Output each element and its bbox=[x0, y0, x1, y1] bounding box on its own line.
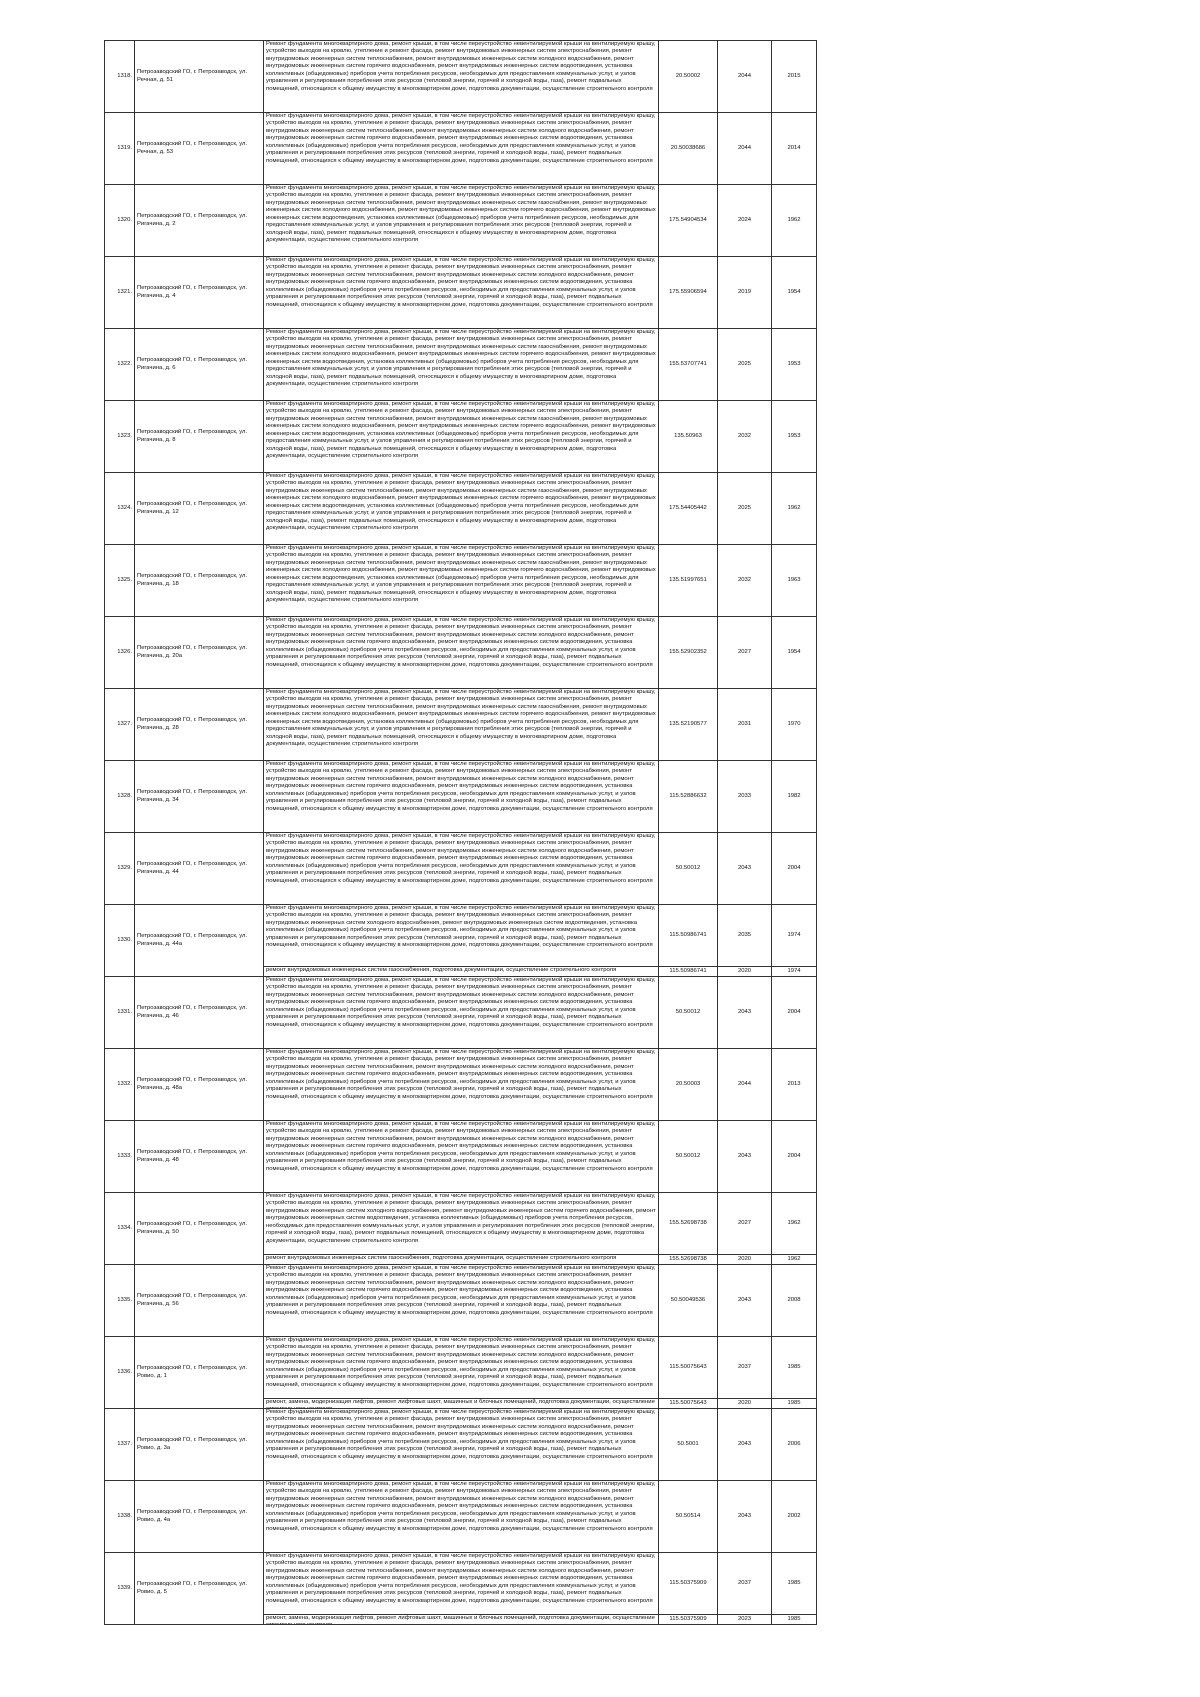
row-number: 1334. bbox=[105, 1193, 135, 1265]
row-address: Петрозаводский ГО, г. Петрозаводск, ул. Ригачина, д. 34 bbox=[135, 761, 264, 833]
table-row bbox=[105, 113, 817, 185]
table-row bbox=[105, 1265, 817, 1337]
row-number: 1319. bbox=[105, 113, 135, 185]
table-row bbox=[105, 41, 817, 113]
subrow-works-text: ремонт внутридомовых инженерных систем газоснабжения, подготовка документации, осуществление строительного контроля bbox=[266, 967, 617, 973]
table-row bbox=[105, 185, 817, 257]
row-plan-year: 2037 bbox=[718, 1337, 772, 1399]
row-works-text: Ремонт фундамента многоквартирного дома, ремонт крыши, в том числе переустройство невентилируемой крыши на вентилируемую крышу, устройство выходов на кровлю, утепление и ремонт фасада, ремонт внутридомовых инженерных систем электроснабжения, ремонт внутридомовых инженерных систем теплоснабжения, ремонт внутридомовых инженерных систем холодного водоснабжения, ремонт внутридомовых инженерных систем горячего водоснабжения, ремонт внутридомовых инженерных систем водоотведения, установка коллективных (общедомовых) приборов учета потребления ресурсов, необходимых для предоставления коммунальных услуг, и узлов управления и регулирования потребления этих ресурсов (тепловой энергии, горячей и холодной воды, газа), ремонт подвальных помещений, относящихся к общему имуществу в многоквартирном доме, подготовка документации, осуществление строительного контроля bbox=[266, 761, 656, 812]
table-row bbox=[105, 257, 817, 329]
table-row bbox=[105, 473, 817, 545]
row-works-text: Ремонт фундамента многоквартирного дома, ремонт крыши, в том числе переустройство невентилируемой крыши на вентилируемую крышу, устройство выходов на кровлю, утепление и ремонт фасада, ремонт внутридомовых инженерных систем электроснабжения, ремонт внутридомовых инженерных систем теплоснабжения, ремонт внутридомовых инженерных систем газоснабжения, ремонт внутридомовых инженерных систем холодного водоснабжения, ремонт внутридомовых инженерных систем горячего водоснабжения, ремонт внутридомовых инженерных систем водоотведения, установка коллективных (общедомовых) приборов учета потребления ресурсов, необходимых для предоставления коммунальных услуг, и узлов управления и регулирования потребления этих ресурсов (тепловой энергии, горячей и холодной воды, газа), ремонт подвальных помещений, относящихся к общему имуществу в многоквартирном доме, подготовка документации, осуществление строительного контроля bbox=[266, 473, 656, 532]
row-cost: 20.50003 bbox=[659, 1049, 718, 1121]
row-works-text: Ремонт фундамента многоквартирного дома, ремонт крыши, в том числе переустройство невентилируемой крыши на вентилируемую крышу, устройство выходов на кровлю, утепление и ремонт фасада, ремонт внутридомовых инженерных систем электроснабжения, ремонт внутридомовых инженерных систем холодного водоснабжения, ремонт внутридомовых инженерных систем горячего водоснабжения, ремонт внутридомовых инженерных систем водоотведения, установка коллективных (общедомовых) приборов учета потребления ресурсов, необходимых для предоставления коммунальных услуг, и узлов управления и регулирования потребления этих ресурсов (тепловой энергии, горячей и холодной воды, газа), ремонт подвальных помещений, относящихся к общему имуществу в многоквартирном доме, подготовка документации, осуществление строительного контроля bbox=[266, 1193, 656, 1244]
row-cost: 135.50963 bbox=[659, 401, 718, 473]
row-plan-year: 2044 bbox=[718, 41, 772, 113]
row-plan-year: 2027 bbox=[718, 1193, 772, 1255]
row-cost: 50.50012 bbox=[659, 977, 718, 1049]
table-row bbox=[105, 401, 817, 473]
row-cost: 155.53707741 bbox=[659, 329, 718, 401]
row-plan-year: 2027 bbox=[718, 617, 772, 689]
row-address: Петрозаводский ГО, г. Петрозаводск, ул. Ригачина, д. 4 bbox=[135, 257, 264, 329]
row-number: 1329. bbox=[105, 833, 135, 905]
row-cost: 50.50514 bbox=[659, 1481, 718, 1553]
row-build-year: 1974 bbox=[772, 905, 817, 967]
row-build-year: 1962 bbox=[772, 185, 817, 257]
row-build-year: 2014 bbox=[772, 113, 817, 185]
row-build-year: 2013 bbox=[772, 1049, 817, 1121]
row-works bbox=[264, 1121, 659, 1193]
row-cost: 175.54904534 bbox=[659, 185, 718, 257]
row-cost: 155.52902352 bbox=[659, 617, 718, 689]
row-works-text: Ремонт фундамента многоквартирного дома, ремонт крыши, в том числе переустройство невентилируемой крыши на вентилируемую крышу, устройство выходов на кровлю, утепление и ремонт фасада, ремонт внутридомовых инженерных систем электроснабжения, ремонт внутридомовых инженерных систем холодного водоснабжения, ремонт внутридомовых инженерных систем водоотведения, установка коллективных (общедомовых) приборов учета потребления ресурсов, необходимых для предоставления коммунальных услуг, и узлов управления и регулирования потребления этих ресурсов (тепловой энергии, горячей и холодной воды, газа), ремонт подвальных помещений, относящихся к общему имуществу в многоквартирном доме, подготовка документации, осуществление строительного контроля bbox=[266, 905, 656, 949]
row-cost: 155.52698738 bbox=[659, 1193, 718, 1255]
row-number: 1325. bbox=[105, 545, 135, 617]
row-build-year: 2004 bbox=[772, 833, 817, 905]
row-number: 1321. bbox=[105, 257, 135, 329]
row-works-text: Ремонт фундамента многоквартирного дома, ремонт крыши, в том числе переустройство невентилируемой крыши на вентилируемую крышу, устройство выходов на кровлю, утепление и ремонт фасада, ремонт внутридомовых инженерных систем электроснабжения, ремонт внутридомовых инженерных систем теплоснабжения, ремонт внутридомовых инженерных систем холодного водоснабжения, ремонт внутридомовых инженерных систем горячего водоснабжения, ремонт внутридомовых инженерных систем водоотведения, установка коллективных (общедомовых) приборов учета потребления ресурсов, необходимых для предоставления коммунальных услуг, и узлов управления и регулирования потребления этих ресурсов (тепловой энергии, горячей и холодной воды, газа), ремонт подвальных помещений, относящихся к общему имуществу в многоквартирном доме, подготовка документации, осуществление строительного контроля bbox=[266, 1121, 656, 1172]
table-row bbox=[105, 1409, 817, 1481]
row-works bbox=[264, 1265, 659, 1337]
subrow-works-text: ремонт, замена, модернизация лифтов, ремонт лифтовых шахт, машинных и блочных помещений, подготовка документации, осуществление bbox=[266, 1615, 655, 1621]
row-build-year: 2002 bbox=[772, 1481, 817, 1553]
row-build-year: 1953 bbox=[772, 401, 817, 473]
row-works-text: Ремонт фундамента многоквартирного дома, ремонт крыши, в том числе переустройство невентилируемой крыши на вентилируемую крышу, устройство выходов на кровлю, утепление и ремонт фасада, ремонт внутридомовых инженерных систем электроснабжения, ремонт внутридомовых инженерных систем теплоснабжения, ремонт внутридомовых инженерных систем холодного водоснабжения, ремонт внутридомовых инженерных систем горячего водоснабжения, ремонт внутридомовых инженерных систем водоотведения, установка коллективных (общедомовых) приборов учета потребления ресурсов, необходимых для предоставления коммунальных услуг, и узлов управления и регулирования потребления этих ресурсов (тепловой энергии, горячей и холодной воды, газа), ремонт подвальных помещений, относящихся к общему имуществу в многоквартирном доме, подготовка документации, осуществление строительного контроля bbox=[266, 1481, 656, 1532]
row-address: Петрозаводский ГО, г. Петрозаводск, ул. Ровио, д. 1 bbox=[135, 1337, 264, 1409]
subrow-works bbox=[264, 1399, 659, 1409]
row-plan-year: 2025 bbox=[718, 329, 772, 401]
subrow-plan-year: 2020 bbox=[718, 1255, 772, 1265]
row-cost: 50.50049536 bbox=[659, 1265, 718, 1337]
row-number: 1332. bbox=[105, 1049, 135, 1121]
table-row bbox=[105, 1049, 817, 1121]
table-row bbox=[105, 833, 817, 905]
row-cost: 115.50375909 bbox=[659, 1553, 718, 1615]
row-works bbox=[264, 617, 659, 689]
row-works-text: Ремонт фундамента многоквартирного дома, ремонт крыши, в том числе переустройство невентилируемой крыши на вентилируемую крышу, устройство выходов на кровлю, утепление и ремонт фасада, ремонт внутридомовых инженерных систем электроснабжения, ремонт внутридомовых инженерных систем теплоснабжения, ремонт внутридомовых инженерных систем газоснабжения, ремонт внутридомовых инженерных систем холодного водоснабжения, ремонт внутридомовых инженерных систем горячего водоснабжения, ремонт внутридомовых инженерных систем водоотведения, установка коллективных (общедомовых) приборов учета потребления ресурсов, необходимых для предоставления коммунальных услуг, и узлов управления и регулирования потребления этих ресурсов (тепловой энергии, горячей и холодной воды, газа), ремонт подвальных помещений, относящихся к общему имуществу в многоквартирном доме, подготовка документации, осуществление строительного контроля bbox=[266, 689, 656, 748]
row-number: 1320. bbox=[105, 185, 135, 257]
row-plan-year: 2033 bbox=[718, 761, 772, 833]
row-works bbox=[264, 761, 659, 833]
subrow-build-year: 1985 bbox=[772, 1615, 817, 1625]
row-cost: 50.5001 bbox=[659, 1409, 718, 1481]
row-works-text: Ремонт фундамента многоквартирного дома, ремонт крыши, в том числе переустройство невентилируемой крыши на вентилируемую крышу, устройство выходов на кровлю, утепление и ремонт фасада, ремонт внутридомовых инженерных систем электроснабжения, ремонт внутридомовых инженерных систем теплоснабжения, ремонт внутридомовых инженерных систем газоснабжения, ремонт внутридомовых инженерных систем холодного водоснабжения, ремонт внутридомовых инженерных систем горячего водоснабжения, ремонт внутридомовых инженерных систем водоотведения, установка коллективных (общедомовых) приборов учета потребления ресурсов, необходимых для предоставления коммунальных услуг, и узлов управления и регулирования потребления этих ресурсов (тепловой энергии, горячей и холодной воды, газа), ремонт подвальных помещений, относящихся к общему имуществу в многоквартирном доме, подготовка документации, осуществление строительного контроля bbox=[266, 329, 656, 388]
row-works-text: Ремонт фундамента многоквартирного дома, ремонт крыши, в том числе переустройство невентилируемой крыши на вентилируемую крышу, устройство выходов на кровлю, утепление и ремонт фасада, ремонт внутридомовых инженерных систем электроснабжения, ремонт внутридомовых инженерных систем теплоснабжения, ремонт внутридомовых инженерных систем холодного водоснабжения, ремонт внутридомовых инженерных систем горячего водоснабжения, ремонт внутридомовых инженерных систем водоотведения, установка коллективных (общедомовых) приборов учета потребления ресурсов, необходимых для предоставления коммунальных услуг, и узлов управления и регулирования потребления этих ресурсов (тепловой энергии, горячей и холодной воды, газа), ремонт подвальных помещений, относящихся к общему имуществу в многоквартирном доме, подготовка документации, осуществление строительного контроля bbox=[266, 1409, 656, 1460]
row-works bbox=[264, 977, 659, 1049]
row-build-year: 1962 bbox=[772, 473, 817, 545]
capital-repair-table bbox=[104, 40, 816, 1625]
subrow-cost: 115.50986741 bbox=[659, 967, 718, 977]
row-address: Петрозаводский ГО, г. Петрозаводск, ул. Ригачина, д. 8 bbox=[135, 401, 264, 473]
row-works bbox=[264, 833, 659, 905]
row-address: Петрозаводский ГО, г. Петрозаводск, ул. Ригачина, д. 12 bbox=[135, 473, 264, 545]
table-row bbox=[105, 761, 817, 833]
row-number: 1326. bbox=[105, 617, 135, 689]
row-number: 1331. bbox=[105, 977, 135, 1049]
row-number: 1327. bbox=[105, 689, 135, 761]
row-works-text: Ремонт фундамента многоквартирного дома, ремонт крыши, в том числе переустройство невентилируемой крыши на вентилируемую крышу, устройство выходов на кровлю, утепление и ремонт фасада, ремонт внутридомовых инженерных систем электроснабжения, ремонт внутридомовых инженерных систем теплоснабжения, ремонт внутридомовых инженерных систем холодного водоснабжения, ремонт внутридомовых инженерных систем горячего водоснабжения, ремонт внутридомовых инженерных систем водоотведения, установка коллективных (общедомовых) приборов учета потребления ресурсов, необходимых для предоставления коммунальных услуг, и узлов управления и регулирования потребления этих ресурсов (тепловой энергии, горячей и холодной воды, газа), ремонт подвальных помещений, относящихся к общему имуществу в многоквартирном доме, подготовка документации, осуществление строительного контроля bbox=[266, 977, 656, 1028]
row-works bbox=[264, 1481, 659, 1553]
row-address: Петрозаводский ГО, г. Петрозаводск, ул. Ровио, д. 4а bbox=[135, 1481, 264, 1553]
row-number: 1336. bbox=[105, 1337, 135, 1409]
row-plan-year: 2019 bbox=[718, 257, 772, 329]
row-address: Петрозаводский ГО, г. Петрозаводск, ул. Ригачина, д. 44 bbox=[135, 833, 264, 905]
row-works-text: Ремонт фундамента многоквартирного дома, ремонт крыши, в том числе переустройство невентилируемой крыши на вентилируемую крышу, устройство выходов на кровлю, утепление и ремонт фасада, ремонт внутридомовых инженерных систем электроснабжения, ремонт внутридомовых инженерных систем теплоснабжения, ремонт внутридомовых инженерных систем холодного водоснабжения, ремонт внутридомовых инженерных систем горячего водоснабжения, ремонт внутридомовых инженерных систем водоотведения, установка коллективных (общедомовых) приборов учета потребления ресурсов, необходимых для предоставления коммунальных услуг, и узлов управления и регулирования потребления этих ресурсов (тепловой энергии, горячей и холодной воды, газа), ремонт подвальных помещений, относящихся к общему имуществу в многоквартирном доме, подготовка документации, осуществление строительного контроля bbox=[266, 1337, 656, 1388]
row-plan-year: 2043 bbox=[718, 833, 772, 905]
subrow-works-text: ремонт, замена, модернизация лифтов, ремонт лифтовых шахт, машинных и блочных помещений, подготовка документации, осуществление bbox=[266, 1399, 655, 1405]
row-address: Петрозаводский ГО, г. Петрозаводск, ул. Ригачина, д. 44а bbox=[135, 905, 264, 977]
row-plan-year: 2031 bbox=[718, 689, 772, 761]
subrow-cost: 115.50375909 bbox=[659, 1615, 718, 1625]
subrow-plan-year: 2020 bbox=[718, 1399, 772, 1409]
table-body bbox=[105, 41, 817, 1625]
row-build-year: 1962 bbox=[772, 1193, 817, 1255]
row-plan-year: 2043 bbox=[718, 1121, 772, 1193]
row-plan-year: 2044 bbox=[718, 113, 772, 185]
row-works-text: Ремонт фундамента многоквартирного дома, ремонт крыши, в том числе переустройство невентилируемой крыши на вентилируемую крышу, устройство выходов на кровлю, утепление и ремонт фасада, ремонт внутридомовых инженерных систем электроснабжения, ремонт внутридомовых инженерных систем теплоснабжения, ремонт внутридомовых инженерных систем холодного водоснабжения, ремонт внутридомовых инженерных систем горячего водоснабжения, ремонт внутридомовых инженерных систем водоотведения, установка коллективных (общедомовых) приборов учета потребления ресурсов, необходимых для предоставления коммунальных услуг, и узлов управления и регулирования потребления этих ресурсов (тепловой энергии, горячей и холодной воды, газа), ремонт подвальных помещений, относящихся к общему имуществу в многоквартирном доме, подготовка документации, осуществление строительного контроля bbox=[266, 1049, 656, 1100]
subrow-works bbox=[264, 1615, 659, 1625]
row-build-year: 1963 bbox=[772, 545, 817, 617]
row-build-year: 1985 bbox=[772, 1337, 817, 1399]
row-address: Петрозаводский ГО, г. Петрозаводск, ул. Ригачина, д. 6 bbox=[135, 329, 264, 401]
subrow-works bbox=[264, 967, 659, 977]
row-plan-year: 2025 bbox=[718, 473, 772, 545]
row-works bbox=[264, 545, 659, 617]
subrow-build-year: 1962 bbox=[772, 1255, 817, 1265]
row-works-text: Ремонт фундамента многоквартирного дома, ремонт крыши, в том числе переустройство невентилируемой крыши на вентилируемую крышу, устройство выходов на кровлю, утепление и ремонт фасада, ремонт внутридомовых инженерных систем электроснабжения, ремонт внутридомовых инженерных систем теплоснабжения, ремонт внутридомовых инженерных систем холодного водоснабжения, ремонт внутридомовых инженерных систем горячего водоснабжения, ремонт внутридомовых инженерных систем водоотведения, установка коллективных (общедомовых) приборов учета потребления ресурсов, необходимых для предоставления коммунальных услуг, и узлов управления и регулирования потребления этих ресурсов (тепловой энергии, горячей и холодной воды, газа), ремонт подвальных помещений, относящихся к общему имуществу в многоквартирном доме, подготовка документации, осуществление строительного контроля bbox=[266, 617, 656, 668]
row-works bbox=[264, 401, 659, 473]
row-address: Петрозаводский ГО, г. Петрозаводск, ул. Речная, д. 51 bbox=[135, 41, 264, 113]
row-plan-year: 2043 bbox=[718, 1265, 772, 1337]
row-plan-year: 2043 bbox=[718, 1409, 772, 1481]
row-plan-year: 2043 bbox=[718, 1481, 772, 1553]
row-build-year: 2008 bbox=[772, 1265, 817, 1337]
row-number: 1330. bbox=[105, 905, 135, 977]
row-address: Петрозаводский ГО, г. Петрозаводск, ул. Ригачина, д. 48 bbox=[135, 1121, 264, 1193]
row-works-text: Ремонт фундамента многоквартирного дома, ремонт крыши, в том числе переустройство невентилируемой крыши на вентилируемую крышу, устройство выходов на кровлю, утепление и ремонт фасада, ремонт внутридомовых инженерных систем электроснабжения, ремонт внутридомовых инженерных систем теплоснабжения, ремонт внутридомовых инженерных систем холодного водоснабжения, ремонт внутридомовых инженерных систем горячего водоснабжения, ремонт внутридомовых инженерных систем водоотведения, установка коллективных (общедомовых) приборов учета потребления ресурсов, необходимых для предоставления коммунальных услуг, и узлов управления и регулирования потребления этих ресурсов (тепловой энергии, горячей и холодной воды, газа), ремонт подвальных помещений, относящихся к общему имуществу в многоквартирном доме, подготовка документации, осуществление строительного контроля bbox=[266, 257, 656, 308]
table-row bbox=[105, 1193, 817, 1255]
row-build-year: 1954 bbox=[772, 617, 817, 689]
row-works-text: Ремонт фундамента многоквартирного дома, ремонт крыши, в том числе переустройство невентилируемой крыши на вентилируемую крышу, устройство выходов на кровлю, утепление и ремонт фасада, ремонт внутридомовых инженерных систем электроснабжения, ремонт внутридомовых инженерных систем теплоснабжения, ремонт внутридомовых инженерных систем газоснабжения, ремонт внутридомовых инженерных систем холодного водоснабжения, ремонт внутридомовых инженерных систем горячего водоснабжения, ремонт внутридомовых инженерных систем водоотведения, установка коллективных (общедомовых) приборов учета потребления ресурсов, необходимых для предоставления коммунальных услуг, и узлов управления и регулирования потребления этих ресурсов (тепловой энергии, горячей и холодной воды, газа), ремонт подвальных помещений, относящихся к общему имуществу в многоквартирном доме, подготовка документации, осуществление строительного контроля bbox=[266, 185, 656, 244]
row-works-text: Ремонт фундамента многоквартирного дома, ремонт крыши, в том числе переустройство невентилируемой крыши на вентилируемую крышу, устройство выходов на кровлю, утепление и ремонт фасада, ремонт внутридомовых инженерных систем электроснабжения, ремонт внутридомовых инженерных систем теплоснабжения, ремонт внутридомовых инженерных систем холодного водоснабжения, ремонт внутридомовых инженерных систем горячего водоснабжения, ремонт внутридомовых инженерных систем водоотведения, установка коллективных (общедомовых) приборов учета потребления ресурсов, необходимых для предоставления коммунальных услуг, и узлов управления и регулирования потребления этих ресурсов (тепловой энергии, горячей и холодной воды, газа), ремонт подвальных помещений, относящихся к общему имуществу в многоквартирном доме, подготовка документации, осуществление строительного контроля bbox=[266, 833, 656, 884]
row-works bbox=[264, 257, 659, 329]
row-address: Петрозаводский ГО, г. Петрозаводск, ул. Ригачина, д. 50 bbox=[135, 1193, 264, 1265]
row-address: Петрозаводский ГО, г. Петрозаводск, ул. Ригачина, д. 48а bbox=[135, 1049, 264, 1121]
table-row bbox=[105, 1337, 817, 1399]
row-address: Петрозаводский ГО, г. Петрозаводск, ул. Ригачина, д. 18 bbox=[135, 545, 264, 617]
row-build-year: 2004 bbox=[772, 1121, 817, 1193]
row-build-year: 2006 bbox=[772, 1409, 817, 1481]
row-cost: 115.50986741 bbox=[659, 905, 718, 967]
row-address: Петрозаводский ГО, г. Петрозаводск, ул. Ригачина, д. 20а bbox=[135, 617, 264, 689]
row-number: 1339. bbox=[105, 1553, 135, 1625]
table-row bbox=[105, 977, 817, 1049]
row-works-text: Ремонт фундамента многоквартирного дома, ремонт крыши, в том числе переустройство невентилируемой крыши на вентилируемую крышу, устройство выходов на кровлю, утепление и ремонт фасада, ремонт внутридомовых инженерных систем электроснабжения, ремонт внутридомовых инженерных систем теплоснабжения, ремонт внутридомовых инженерных систем газоснабжения, ремонт внутридомовых инженерных систем холодного водоснабжения, ремонт внутридомовых инженерных систем горячего водоснабжения, ремонт внутридомовых инженерных систем водоотведения, установка коллективных (общедомовых) приборов учета потребления ресурсов, необходимых для предоставления коммунальных услуг, и узлов управления и регулирования потребления этих ресурсов (тепловой энергии, горячей и холодной воды, газа), ремонт подвальных помещений, относящихся к общему имуществу в многоквартирном доме, подготовка документации, осуществление строительного контроля bbox=[266, 401, 656, 460]
subrow-build-year: 1974 bbox=[772, 967, 817, 977]
row-number: 1318. bbox=[105, 41, 135, 113]
row-works bbox=[264, 1049, 659, 1121]
row-address: Петрозаводский ГО, г. Петрозаводск, ул. Ровио, д. 5 bbox=[135, 1553, 264, 1625]
row-number: 1335. bbox=[105, 1265, 135, 1337]
row-build-year: 1953 bbox=[772, 329, 817, 401]
row-works bbox=[264, 113, 659, 185]
row-works-text: Ремонт фундамента многоквартирного дома, ремонт крыши, в том числе переустройство невентилируемой крыши на вентилируемую крышу, устройство выходов на кровлю, утепление и ремонт фасада, ремонт внутридомовых инженерных систем электроснабжения, ремонт внутридомовых инженерных систем теплоснабжения, ремонт внутридомовых инженерных систем холодного водоснабжения, ремонт внутридомовых инженерных систем горячего водоснабжения, ремонт внутридомовых инженерных систем водоотведения, установка коллективных (общедомовых) приборов учета потребления ресурсов, необходимых для предоставления коммунальных услуг, и узлов управления и регулирования потребления этих ресурсов (тепловой энергии, горячей и холодной воды, газа), ремонт подвальных помещений, относящихся к общему имуществу в многоквартирном доме, подготовка документации, осуществление строительного контроля bbox=[266, 1553, 656, 1604]
row-works bbox=[264, 1409, 659, 1481]
row-plan-year: 2035 bbox=[718, 905, 772, 967]
row-cost: 175.54405442 bbox=[659, 473, 718, 545]
row-address: Петрозаводский ГО, г. Петрозаводск, ул. Речная, д. 53 bbox=[135, 113, 264, 185]
repair-table bbox=[104, 40, 817, 1625]
row-cost: 135.52190577 bbox=[659, 689, 718, 761]
row-build-year: 1985 bbox=[772, 1553, 817, 1615]
table-row bbox=[105, 1481, 817, 1553]
row-plan-year: 2044 bbox=[718, 1049, 772, 1121]
row-plan-year: 2024 bbox=[718, 185, 772, 257]
row-works-text: Ремонт фундамента многоквартирного дома, ремонт крыши, в том числе переустройство невентилируемой крыши на вентилируемую крышу, устройство выходов на кровлю, утепление и ремонт фасада, ремонт внутридомовых инженерных систем электроснабжения, ремонт внутридомовых инженерных систем теплоснабжения, ремонт внутридомовых инженерных систем холодного водоснабжения, ремонт внутридомовых инженерных систем горячего водоснабжения, ремонт внутридомовых инженерных систем водоотведения, установка коллективных (общедомовых) приборов учета потребления ресурсов, необходимых для предоставления коммунальных услуг, и узлов управления и регулирования потребления этих ресурсов (тепловой энергии, горячей и холодной воды, газа), ремонт подвальных помещений, относящихся к общему имуществу в многоквартирном доме, подготовка документации, осуществление строительного контроля bbox=[266, 41, 656, 92]
row-works bbox=[264, 329, 659, 401]
row-works bbox=[264, 473, 659, 545]
row-works bbox=[264, 41, 659, 113]
row-number: 1323. bbox=[105, 401, 135, 473]
table-row bbox=[105, 1553, 817, 1615]
row-cost: 20.50038686 bbox=[659, 113, 718, 185]
row-works bbox=[264, 1193, 659, 1255]
row-cost: 115.50075643 bbox=[659, 1337, 718, 1399]
row-build-year: 1954 bbox=[772, 257, 817, 329]
table-row bbox=[105, 689, 817, 761]
row-number: 1322. bbox=[105, 329, 135, 401]
row-number: 1337. bbox=[105, 1409, 135, 1481]
row-cost: 20.50002 bbox=[659, 41, 718, 113]
row-cost: 175.55906594 bbox=[659, 257, 718, 329]
row-plan-year: 2037 bbox=[718, 1553, 772, 1615]
row-number: 1328. bbox=[105, 761, 135, 833]
row-address: Петрозаводский ГО, г. Петрозаводск, ул. Ригачина, д. 46 bbox=[135, 977, 264, 1049]
subrow-build-year: 1985 bbox=[772, 1399, 817, 1409]
row-works-text: Ремонт фундамента многоквартирного дома, ремонт крыши, в том числе переустройство невентилируемой крыши на вентилируемую крышу, устройство выходов на кровлю, утепление и ремонт фасада, ремонт внутридомовых инженерных систем электроснабжения, ремонт внутридомовых инженерных систем теплоснабжения, ремонт внутридомовых инженерных систем газоснабжения, ремонт внутридомовых инженерных систем холодного водоснабжения, ремонт внутридомовых инженерных систем горячего водоснабжения, ремонт внутридомовых инженерных систем водоотведения, установка коллективных (общедомовых) приборов учета потребления ресурсов, необходимых для предоставления коммунальных услуг, и узлов управления и регулирования потребления этих ресурсов (тепловой энергии, горячей и холодной воды, газа), ремонт подвальных помещений, относящихся к общему имуществу в многоквартирном доме, подготовка документации, осуществление строительного контроля bbox=[266, 545, 656, 604]
table-row bbox=[105, 617, 817, 689]
row-plan-year: 2043 bbox=[718, 977, 772, 1049]
row-works bbox=[264, 1553, 659, 1615]
subrow-plan-year: 2020 bbox=[718, 967, 772, 977]
row-address: Петрозаводский ГО, г. Петрозаводск, ул. Ригачина, д. 56 bbox=[135, 1265, 264, 1337]
subrow-works bbox=[264, 1255, 659, 1265]
row-build-year: 2004 bbox=[772, 977, 817, 1049]
row-works-text: Ремонт фундамента многоквартирного дома, ремонт крыши, в том числе переустройство невентилируемой крыши на вентилируемую крышу, устройство выходов на кровлю, утепление и ремонт фасада, ремонт внутридомовых инженерных систем электроснабжения, ремонт внутридомовых инженерных систем теплоснабжения, ремонт внутридомовых инженерных систем холодного водоснабжения, ремонт внутридомовых инженерных систем горячего водоснабжения, ремонт внутридомовых инженерных систем водоотведения, установка коллективных (общедомовых) приборов учета потребления ресурсов, необходимых для предоставления коммунальных услуг, и узлов управления и регулирования потребления этих ресурсов (тепловой энергии, горячей и холодной воды, газа), ремонт подвальных помещений, относящихся к общему имуществу в многоквартирном доме, подготовка документации, осуществление строительного контроля bbox=[266, 113, 656, 164]
row-build-year: 1970 bbox=[772, 689, 817, 761]
row-cost: 50.50012 bbox=[659, 1121, 718, 1193]
row-number: 1338. bbox=[105, 1481, 135, 1553]
row-number: 1324. bbox=[105, 473, 135, 545]
row-works bbox=[264, 689, 659, 761]
subrow-cost: 115.50075643 bbox=[659, 1399, 718, 1409]
row-cost: 50.50012 bbox=[659, 833, 718, 905]
row-works bbox=[264, 185, 659, 257]
row-works bbox=[264, 1337, 659, 1399]
table-row bbox=[105, 905, 817, 967]
row-address: Петрозаводский ГО, г. Петрозаводск, ул. Ровио, д. 3а bbox=[135, 1409, 264, 1481]
row-cost: 115.52886632 bbox=[659, 761, 718, 833]
row-number: 1333. bbox=[105, 1121, 135, 1193]
subrow-plan-year: 2023 bbox=[718, 1615, 772, 1625]
subrow-cost: 155.52698738 bbox=[659, 1255, 718, 1265]
subrow-works-text: ремонт внутридомовых инженерных систем газоснабжения, подготовка документации, осуществление строительного контроля bbox=[266, 1255, 617, 1261]
table-row bbox=[105, 1121, 817, 1193]
table-row bbox=[105, 545, 817, 617]
row-plan-year: 2032 bbox=[718, 401, 772, 473]
row-build-year: 1982 bbox=[772, 761, 817, 833]
row-address: Петрозаводский ГО, г. Петрозаводск, ул. Ригачина, д. 28 bbox=[135, 689, 264, 761]
row-build-year: 2015 bbox=[772, 41, 817, 113]
table-row bbox=[105, 329, 817, 401]
row-works bbox=[264, 905, 659, 967]
row-plan-year: 2032 bbox=[718, 545, 772, 617]
row-address: Петрозаводский ГО, г. Петрозаводск, ул. Ригачина, д. 2 bbox=[135, 185, 264, 257]
row-works-text: Ремонт фундамента многоквартирного дома, ремонт крыши, в том числе переустройство невентилируемой крыши на вентилируемую крышу, устройство выходов на кровлю, утепление и ремонт фасада, ремонт внутридомовых инженерных систем электроснабжения, ремонт внутридомовых инженерных систем теплоснабжения, ремонт внутридомовых инженерных систем холодного водоснабжения, ремонт внутридомовых инженерных систем горячего водоснабжения, ремонт внутридомовых инженерных систем водоотведения, установка коллективных (общедомовых) приборов учета потребления ресурсов, необходимых для предоставления коммунальных услуг, и узлов управления и регулирования потребления этих ресурсов (тепловой энергии, горячей и холодной воды, газа), ремонт подвальных помещений, относящихся к общему имуществу в многоквартирном доме, подготовка документации, осуществление строительного контроля bbox=[266, 1265, 656, 1316]
row-cost: 135.51997651 bbox=[659, 545, 718, 617]
